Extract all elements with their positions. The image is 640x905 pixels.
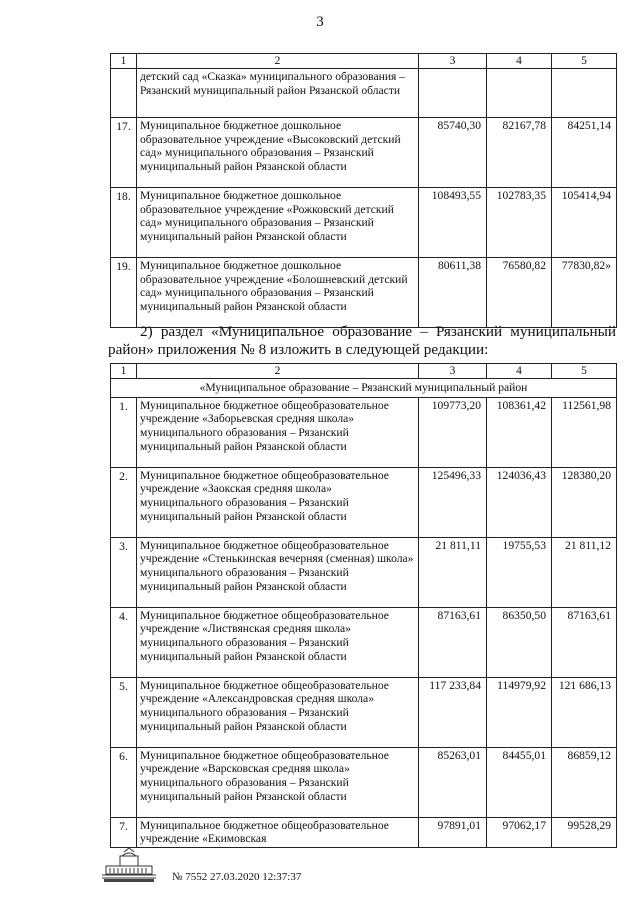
row-number: 6. <box>111 747 137 817</box>
table-row <box>111 747 617 817</box>
value-col-3: 109773,20 <box>419 397 487 467</box>
value-col-3: 125496,33 <box>419 467 487 537</box>
institution-name: Муниципальное бюджетное общеобразовательное учреждение «Екимовская <box>137 817 419 847</box>
value-col-5: 21 811,12 <box>552 537 617 607</box>
value-col-3: 87163,61 <box>419 607 487 677</box>
row-number: 17. <box>111 118 137 188</box>
section-title: «Муниципальное образование – Рязанский муниципальный район <box>111 379 617 398</box>
amendment-line-2: район» приложения № 8 изложить в следующей редакции: <box>108 341 489 358</box>
value-col-4: 97062,17 <box>487 817 552 847</box>
value-col-5: 87163,61 <box>552 607 617 677</box>
section-title-row <box>111 379 617 398</box>
value-col-3: 97891,01 <box>419 817 487 847</box>
institution-name: Муниципальное бюджетное дошкольное образовательное учреждение «Болошневский детский сад» муниципального образования – Рязанский муниципальный район Рязанской области <box>137 258 419 328</box>
value-col-5: 77830,82» <box>552 258 617 328</box>
value-col-3: 85740,30 <box>419 118 487 188</box>
table-row <box>111 607 617 677</box>
row-number: 7. <box>111 817 137 847</box>
table-row <box>111 817 617 847</box>
row-number: 2. <box>111 467 137 537</box>
page-number: 3 <box>316 14 324 30</box>
institution-name: Муниципальное бюджетное общеобразовательное учреждение «Заокская средняя школа» муниципального образования – Рязанский муниципальный район Рязанской области <box>137 467 419 537</box>
table-row <box>111 677 617 747</box>
institution-name: детский сад «Сказка» муниципального образования – Рязанский муниципальный район Рязанской области <box>137 69 419 118</box>
value-col-5: 128380,20 <box>552 467 617 537</box>
table-row <box>111 397 617 467</box>
column-number-header: 3 <box>419 54 487 69</box>
institution-name: Муниципальное бюджетное общеобразовательное учреждение «Листвянская средняя школа» муниципального образования – Рязанский муниципальный район Рязанской области <box>137 607 419 677</box>
value-col-5: 84251,14 <box>552 118 617 188</box>
row-number: 5. <box>111 677 137 747</box>
registration-stamp: № 7552 27.03.2020 12:37:37 <box>172 871 302 883</box>
institution-name: Муниципальное бюджетное общеобразовательное учреждение «Заборьевская средняя школа» муниципального образования – Рязанский муниципальный район Рязанской области <box>137 397 419 467</box>
value-col-3: 21 811,11 <box>419 537 487 607</box>
value-col-4: 84455,01 <box>487 747 552 817</box>
value-col-5: 121 686,13 <box>552 677 617 747</box>
institution-name: Муниципальное бюджетное общеобразовательное учреждение «Стенькинская вечерняя (сменная) школа» муниципального образования – Рязанский муниципальный район Рязанской области <box>137 537 419 607</box>
value-col-4: 108361,42 <box>487 397 552 467</box>
amendment-line-1: 2) раздел «Муниципальное образование – Рязанский муниципальный <box>140 323 616 340</box>
column-number-header: 5 <box>552 54 617 69</box>
column-number-header: 2 <box>137 54 419 69</box>
table-header-row <box>111 364 617 379</box>
column-number-header: 5 <box>552 364 617 379</box>
table-row <box>111 467 617 537</box>
row-number: 3. <box>111 537 137 607</box>
row-number <box>111 69 137 118</box>
table-row <box>111 69 617 118</box>
value-col-5 <box>552 69 617 118</box>
table-row <box>111 118 617 188</box>
value-col-5: 112561,98 <box>552 397 617 467</box>
budget-table-section <box>110 363 617 848</box>
row-number: 18. <box>111 188 137 258</box>
value-col-4: 86350,50 <box>487 607 552 677</box>
value-col-5: 105414,94 <box>552 188 617 258</box>
row-number: 1. <box>111 397 137 467</box>
column-number-header: 1 <box>111 364 137 379</box>
institution-name: Муниципальное бюджетное дошкольное образовательное учреждение «Рожковский детский сад» муниципального образования – Рязанский муниципальный район Рязанской области <box>137 188 419 258</box>
value-col-4: 82167,78 <box>487 118 552 188</box>
value-col-4: 76580,82 <box>487 258 552 328</box>
institution-name: Муниципальное бюджетное общеобразовательное учреждение «Александровская средняя школа» муниципального образования – Рязанский муниципальный район Рязанской области <box>137 677 419 747</box>
column-number-header: 4 <box>487 54 552 69</box>
institution-name: Муниципальное бюджетное дошкольное образовательное учреждение «Высоковский детский сад» муниципального образования – Рязанский муниципальный район Рязанской области <box>137 118 419 188</box>
value-col-5: 99528,29 <box>552 817 617 847</box>
value-col-4: 114979,92 <box>487 677 552 747</box>
row-number: 4. <box>111 607 137 677</box>
column-number-header: 2 <box>137 364 419 379</box>
value-col-4 <box>487 69 552 118</box>
column-number-header: 4 <box>487 364 552 379</box>
column-number-header: 3 <box>419 364 487 379</box>
value-col-3 <box>419 69 487 118</box>
table-row <box>111 188 617 258</box>
value-col-3: 108493,55 <box>419 188 487 258</box>
table-header-row <box>111 54 617 69</box>
value-col-3: 80611,38 <box>419 258 487 328</box>
value-col-4: 124036,43 <box>487 467 552 537</box>
institution-name: Муниципальное бюджетное общеобразовательное учреждение «Варсковская средняя школа» муниципального образования – Рязанский муниципальный район Рязанской области <box>137 747 419 817</box>
column-number-header: 1 <box>111 54 137 69</box>
value-col-4: 19755,53 <box>487 537 552 607</box>
amendment-paragraph <box>108 323 616 359</box>
value-col-4: 102783,35 <box>487 188 552 258</box>
budget-table-continued <box>110 53 617 328</box>
table-row <box>111 258 617 328</box>
value-col-3: 85263,01 <box>419 747 487 817</box>
value-col-3: 117 233,84 <box>419 677 487 747</box>
table-row <box>111 537 617 607</box>
row-number: 19. <box>111 258 137 328</box>
value-col-5: 86859,12 <box>552 747 617 817</box>
emblem-icon <box>100 846 158 884</box>
